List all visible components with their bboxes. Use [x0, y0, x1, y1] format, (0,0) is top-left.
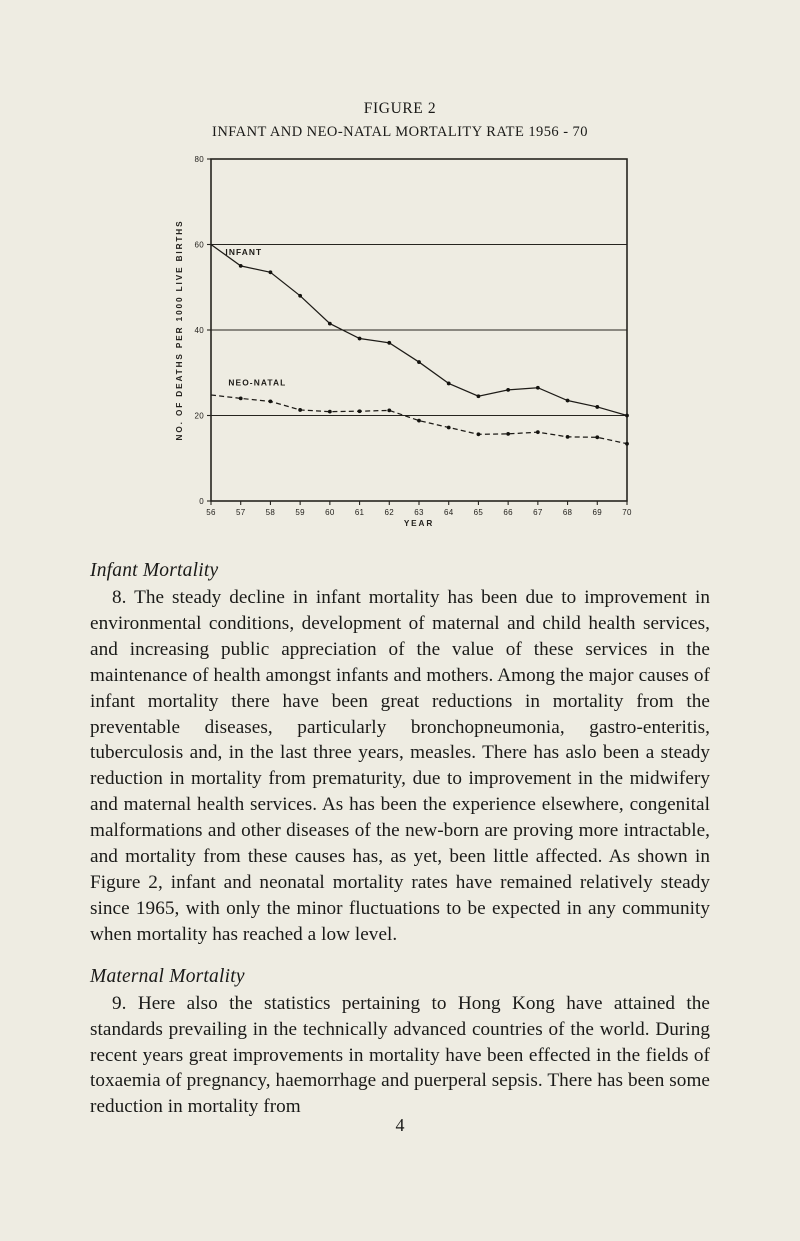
data-point — [625, 414, 629, 418]
figure-block — [0, 0, 800, 546]
data-point — [328, 322, 332, 326]
data-point — [447, 382, 451, 386]
data-point — [447, 426, 451, 430]
data-point — [269, 270, 273, 274]
paragraph-8-text: The steady decline in infant mortality has been due to improvement in environmental conditions, development of maternal and child health services, and increasing public appreciation of the value of these services in the maintenance of health amongst infants and mothers. Among the major causes of infant mortality there have been great reductions in mortality from the preventable diseases, particularly bronchopneumonia, gastro-enteritis, tuberculosis and, in the last three years, measles. There has aslo been a steady reduction in mortality from prematurity, due to improvement in the midwifery and maternal health services. As has been the experience elsewhere, congenital malformations and other diseases of the new-born are proving more intractable, and mortality from these causes has, as yet, been little affected. As shown in Figure 2, infant and neonatal mortality rates have remained relatively steady since 1965, with only the minor fluctuations to be expected in any community when mortality has reached a low level. — [90, 587, 710, 945]
data-point — [595, 435, 599, 439]
data-point — [625, 442, 629, 446]
chart-container — [0, 151, 800, 546]
data-point — [298, 294, 302, 298]
data-point — [595, 405, 599, 409]
x-axis-tick-label: 60 — [325, 508, 335, 517]
x-axis-tick-label: 59 — [295, 508, 305, 517]
y-axis-tick-label: 60 — [194, 240, 204, 250]
data-point — [477, 432, 481, 436]
y-axis-tick-label: 20 — [194, 411, 204, 421]
section-heading-maternal-mortality: Maternal Mortality — [90, 965, 245, 987]
data-point — [269, 399, 273, 403]
x-axis-tick-label: 63 — [414, 508, 424, 517]
x-axis-tick-label: 58 — [265, 508, 276, 517]
x-axis-tick-label: 68 — [562, 508, 573, 517]
y-axis-title: NO. OF DEATHS PER 1000 LIVE BIRTHS — [175, 219, 184, 441]
x-axis-tick-label: 56 — [206, 508, 216, 517]
x-axis-tick-label: 70 — [622, 508, 632, 517]
data-point — [298, 408, 302, 412]
paragraph-9 — [90, 991, 710, 1121]
series-label-neo-natal: NEO-NATAL — [228, 377, 287, 388]
data-point — [506, 388, 510, 392]
y-axis-tick-label: 0 — [199, 497, 204, 506]
x-axis-title: YEAR — [403, 519, 435, 528]
data-point — [239, 397, 243, 401]
x-axis-tick-label: 66 — [503, 508, 513, 517]
data-point — [328, 410, 332, 414]
y-axis-tick-label: 40 — [194, 326, 204, 335]
page-number: 4 — [395, 1115, 405, 1135]
body-column — [90, 546, 710, 1120]
data-point — [536, 430, 540, 434]
section-heading-infant-mortality: Infant Mortality — [90, 560, 219, 581]
x-axis-tick-label: 62 — [384, 508, 395, 517]
x-axis-tick-label: 67 — [533, 508, 543, 517]
data-point — [536, 386, 540, 390]
x-axis-tick-label: 69 — [592, 508, 603, 517]
mortality-line-chart — [165, 151, 635, 546]
x-axis-tick-label: 64 — [443, 508, 454, 517]
data-point — [417, 419, 421, 423]
paragraph-8-number: 8. — [112, 587, 127, 608]
data-point — [506, 432, 510, 436]
data-point — [358, 337, 362, 341]
series-label-infant: INFANT — [225, 247, 263, 258]
data-point — [566, 399, 570, 403]
x-axis-tick-label: 65 — [473, 508, 484, 517]
data-point — [387, 341, 391, 345]
x-axis-tick-label: 61 — [354, 508, 365, 517]
x-axis-tick-label: 57 — [235, 508, 246, 517]
figure-caption: INFANT AND NEO-NATAL MORTALITY RATE 1956 - 70 — [212, 124, 588, 140]
paragraph-9-number: 9. — [112, 992, 127, 1014]
paragraph-8 — [90, 585, 710, 948]
data-point — [239, 264, 243, 268]
paragraph-9-text: Here also the statistics pertaining to Hong Kong have attained the standards prevailing in the technically advanced countries of the world. During recent years great improvements in mortality have been effected in the fields of toxaemia of pregnancy, haemorrhage and puerperal sepsis. There has been some reduction in mortality from — [90, 992, 710, 1118]
data-point — [387, 408, 391, 412]
data-point — [566, 435, 570, 439]
data-point — [477, 394, 481, 398]
y-axis-tick-label: 80 — [194, 155, 204, 164]
figure-number: FIGURE 2 — [363, 100, 437, 117]
data-point — [417, 360, 421, 364]
data-point — [358, 409, 362, 413]
